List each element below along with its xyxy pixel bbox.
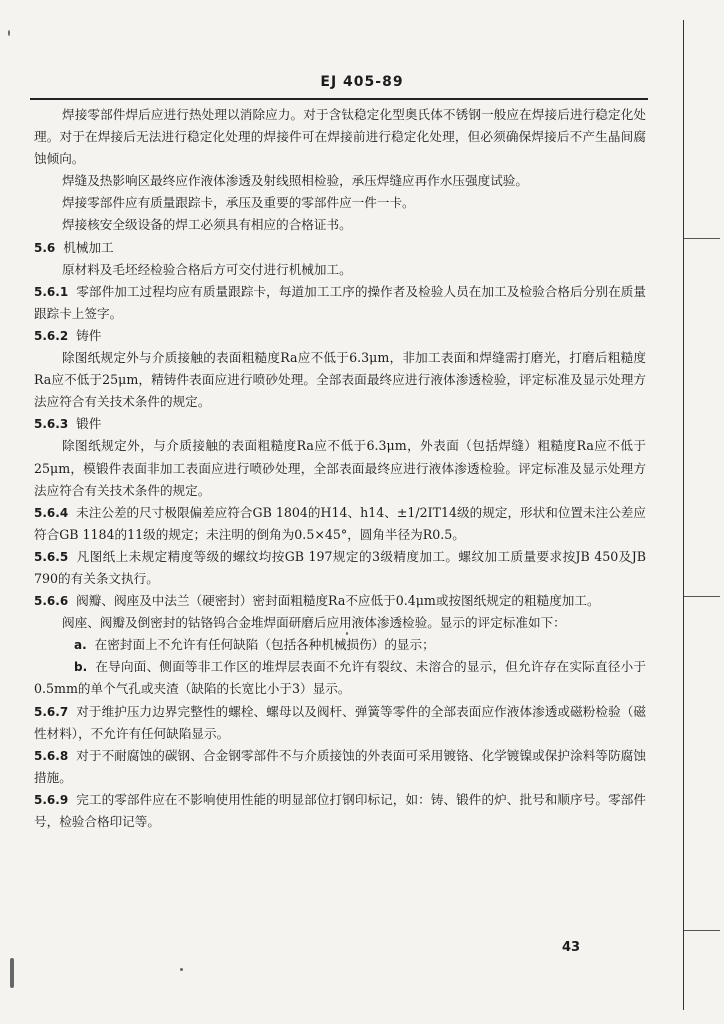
paragraph: 原材料及毛坯经检验合格后方可交付进行机械加工。: [62, 261, 352, 277]
section-title: 机械加工: [63, 239, 114, 255]
header-rule: [30, 98, 648, 100]
clause-number: 5.6.9: [34, 792, 69, 807]
list-item-text: 在导向面、侧面等非工作区的堆焊层表面不允许有裂纹、未溶合的显示，但允许存在实际直径小于0.5mm的单个气孔或夹渣（缺陷的长宽比小于3）显示。: [34, 659, 646, 697]
scan-speck: [180, 968, 183, 971]
paragraph: 阀座、阀瓣及倒密封的钴铬钨合金堆焊面研磨后应用液体渗透检验。显示的评定标准如下：: [62, 615, 566, 631]
clause-text: 对于维护压力边界完整性的螺栓、螺母以及阀杆、弹簧等零件的全部表面应作液体渗透或磁粉检验（磁性材料），不允许有任何缺陷显示。: [34, 703, 646, 741]
list-marker: b.: [74, 660, 88, 675]
clause: [34, 281, 646, 325]
paragraph: 除图纸规定外，与介质接触的表面粗糙度Ra应不低于6.3μm，外表面（包括焊缝）粗糙度Ra应不低于25μm，模锻件表面非加工表面应进行喷砂处理，全部表面最终应进行液体渗透检验。评定标准及显示处理方法应符合有关技术条件的规定。: [34, 438, 646, 498]
clause-text: 零部件加工过程均应有质量跟踪卡，每道加工工序的操作者及检验人员在加工及检验合格后分别在质量跟踪卡上签字。: [34, 283, 646, 321]
clause-number: 5.6.7: [34, 704, 69, 719]
clause-number: 5.6.4: [34, 505, 69, 520]
clause-number: 5.6.5: [34, 549, 69, 564]
scan-speck: [346, 632, 348, 635]
binding-edge-line: [683, 20, 684, 1010]
paragraph: 除图纸规定外与介质接触的表面粗糙度Ra应不低于6.3μm，非加工表面和焊缝需打磨光，打磨后粗糙度Ra应不低于25μm，精铸件表面应进行喷砂处理。全部表面最终应进行液体渗透检验，评定标准及显示处理方法应符合有关技术条件的规定。: [34, 350, 646, 410]
scan-speck: [10, 958, 14, 988]
clause-text: 凡图纸上未规定精度等级的螺纹均按GB 197规定的3级精度加工。螺纹加工质量要求按JB 450及JB 790的有关条文执行。: [34, 548, 646, 586]
edge-tick: [684, 238, 720, 239]
page-number: 43: [562, 940, 581, 955]
clause-heading: [34, 325, 646, 347]
list-item: [34, 634, 646, 656]
list-item: [34, 656, 646, 700]
edge-tick: [684, 596, 720, 597]
paragraph: 焊接零部件应有质量跟踪卡，承压及重要的零部件应一件一卡。: [62, 195, 415, 211]
clause-heading: [34, 413, 646, 435]
paragraph: 焊缝及热影响区最终应作液体渗透及射线照相检验，承压焊缝应再作水压强度试验。: [62, 173, 528, 189]
clause: [34, 789, 646, 833]
list-item-text: 在密封面上不允许有任何缺陷（包括各种机械损伤）的显示；: [94, 637, 435, 653]
clause-number: 5.6.2: [34, 328, 69, 343]
clause-text: 对于不耐腐蚀的碳钢、合金钢零部件不与介质接蚀的外表面可采用镀铬、化学镀镍或保护涂料等防腐蚀措施。: [34, 747, 646, 785]
clause-text: 未注公差的尺寸极限偏差应符合GB 1804的H14、h14、±1/2IT14级的规定，形状和位置未注公差应符合GB 1184的11级的规定；未注明的倒角为0.5×45°，圆角半径为R0.5。: [34, 504, 646, 542]
clause-number: 5.6.6: [34, 594, 69, 609]
clause-number: 5.6.1: [34, 284, 69, 299]
edge-tick: [684, 930, 720, 931]
body-text: [34, 104, 646, 833]
clause-number: 5.6.8: [34, 748, 69, 763]
clause-title: 锻件: [76, 416, 102, 432]
clause-number: 5.6.3: [34, 417, 69, 432]
scan-speck: [8, 30, 10, 36]
section-number: 5.6: [34, 240, 56, 255]
section-heading: [34, 237, 646, 259]
clause: [34, 546, 646, 590]
clause: [34, 701, 646, 745]
clause: [34, 745, 646, 789]
paragraph: 焊接零部件焊后应进行热处理以消除应力。对于含钛稳定化型奥氏体不锈钢一般应在焊接后进行稳定化处理。对于在焊接后无法进行稳定化处理的焊接件可在焊接前进行稳定化处理，但必须确保焊接后不产生晶间腐蚀倾向。: [34, 107, 646, 167]
document-code: EJ 405-89: [320, 74, 404, 90]
clause-title: 铸件: [76, 327, 102, 343]
clause-text: 完工的零部件应在不影响使用性能的明显部位打钢印标记，如：铸、锻件的炉、批号和顺序号。零部件号，检验合格印记等。: [34, 791, 646, 829]
list-marker: a.: [74, 638, 87, 653]
clause: [34, 502, 646, 546]
paragraph: 焊接核安全级设备的焊工必须具有相应的合格证书。: [62, 217, 352, 233]
clause: [34, 590, 646, 612]
clause-text: 阀瓣、阀座及中法兰（硬密封）密封面粗糙度Ra不应低于0.4μm或按图纸规定的粗糙度加工。: [76, 593, 600, 609]
